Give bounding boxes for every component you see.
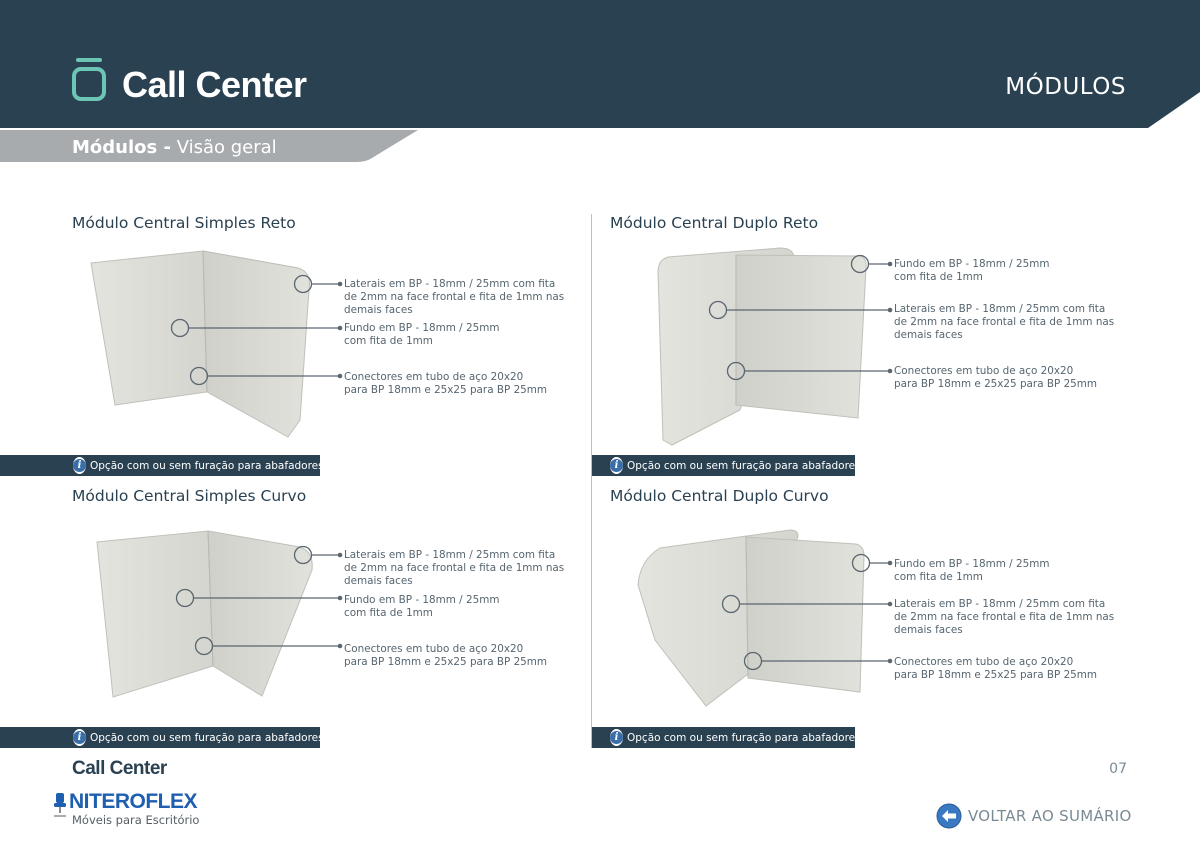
page-subtitle	[72, 137, 277, 158]
option-bar-duplo-curvo	[592, 727, 861, 748]
option-text: Opção com ou sem furação para abafadores	[627, 731, 861, 744]
module-title-simples-curvo: Módulo Central Simples Curvo	[72, 487, 307, 505]
info-icon: i	[73, 729, 86, 746]
column-divider	[591, 214, 592, 748]
label-fundo: Fundo em BP - 18mm / 25mm com fita de 1mm	[894, 558, 1050, 583]
back-to-summary-link[interactable]	[936, 803, 1132, 829]
info-icon: i	[73, 457, 86, 474]
module-simples-curvo-illustration	[97, 531, 342, 697]
info-icon: i	[610, 457, 623, 474]
option-bar-simples-curvo	[0, 727, 324, 748]
subtitle-bold: Módulos -	[72, 137, 171, 158]
option-bar-duplo-reto	[592, 455, 861, 476]
label-laterais: Laterais em BP - 18mm / 25mm com fita de 2mm na face frontal e fita de 1mm nas demais faces	[344, 549, 565, 587]
option-text: Opção com ou sem furação para abafadores	[627, 459, 861, 472]
module-title-duplo-reto: Módulo Central Duplo Reto	[610, 214, 819, 232]
module-title-simples-reto: Módulo Central Simples Reto	[72, 214, 296, 232]
label-laterais: Laterais em BP - 18mm / 25mm com fita de 2mm na face frontal e fita de 1mm nas demais faces	[344, 278, 565, 316]
back-to-summary-label[interactable]: VOLTAR AO SUMÁRIO	[968, 807, 1132, 825]
niteroflex-name: NITEROFLEX	[69, 790, 198, 813]
footer-title: Call Center	[72, 758, 167, 779]
module-duplo-reto-illustration	[658, 248, 892, 445]
section-title: MÓDULOS	[1005, 74, 1126, 100]
module-simples-reto-illustration	[91, 251, 342, 437]
arrow-left-icon	[936, 803, 962, 829]
option-bar-simples-reto	[0, 455, 324, 476]
label-fundo: Fundo em BP - 18mm / 25mm com fita de 1mm	[894, 258, 1050, 283]
office-chair-icon	[52, 793, 68, 819]
label-conectores: Conectores em tubo de aço 20x20 para BP 18mm e 25x25 para BP 25mm	[894, 656, 1098, 681]
call-center-logo-icon	[72, 58, 106, 102]
label-fundo: Fundo em BP - 18mm / 25mm com fita de 1mm	[344, 322, 500, 347]
page-number: 07	[1109, 761, 1127, 777]
brand-title: Call Center	[122, 64, 307, 105]
label-conectores: Conectores em tubo de aço 20x20 para BP 18mm e 25x25 para BP 25mm	[344, 371, 548, 396]
label-laterais: Laterais em BP - 18mm / 25mm com fita de 2mm na face frontal e fita de 1mm nas demais faces	[894, 303, 1115, 341]
info-icon: i	[610, 729, 623, 746]
option-text: Opção com ou sem furação para abafadores	[90, 459, 324, 472]
label-fundo: Fundo em BP - 18mm / 25mm com fita de 1mm	[344, 594, 500, 619]
niteroflex-logo	[52, 790, 202, 830]
subtitle-rest: Visão geral	[170, 137, 277, 158]
label-conectores: Conectores em tubo de aço 20x20 para BP 18mm e 25x25 para BP 25mm	[894, 365, 1098, 390]
module-duplo-curvo-illustration	[638, 530, 892, 706]
label-laterais: Laterais em BP - 18mm / 25mm com fita de 2mm na face frontal e fita de 1mm nas demais faces	[894, 598, 1115, 636]
niteroflex-tagline: Móveis para Escritório	[72, 813, 200, 827]
label-conectores: Conectores em tubo de aço 20x20 para BP 18mm e 25x25 para BP 25mm	[344, 643, 548, 668]
option-text: Opção com ou sem furação para abafadores	[90, 731, 324, 744]
module-title-duplo-curvo: Módulo Central Duplo Curvo	[610, 487, 829, 505]
